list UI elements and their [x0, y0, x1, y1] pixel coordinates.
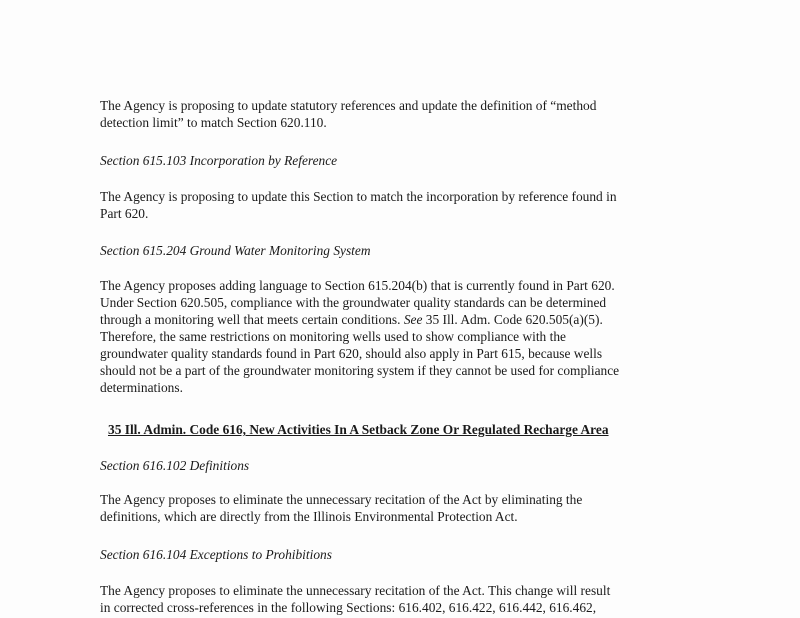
text-run: through a monitoring well that meets certain conditions.: [100, 312, 404, 327]
text-line: determinations.: [100, 380, 183, 395]
text-line: The Agency proposes adding language to Section 615.204(b) that is currently found in Part 620.: [100, 278, 615, 293]
part-616-title: 35 Ill. Admin. Code 616, New Activities In A Setback Zone Or Regulated Recharge Area: [108, 422, 609, 437]
section-heading-615-103: Section 615.103 Incorporation by Reference: [100, 153, 338, 168]
text-line: should not be a part of the groundwater monitoring system if they cannot be used for compliance: [100, 363, 620, 378]
text-line: [100, 311, 705, 328]
section-heading-615-204: Section 615.204 Ground Water Monitoring System: [100, 243, 371, 258]
paragraph-definitions: [100, 491, 705, 525]
text-line: detection limit” to match Section 620.110.: [100, 115, 327, 130]
text-line: The Agency is proposing to update this Section to match the incorporation by reference found in: [100, 189, 617, 204]
text-line: The Agency is proposing to update statutory references and update the definition of “method: [100, 98, 597, 113]
text-line: groundwater quality standards found in Part 620, should also apply in Part 615, because wells: [100, 346, 603, 361]
section-heading-616-102: Section 616.102 Definitions: [100, 458, 250, 473]
paragraph-exceptions: [100, 582, 705, 616]
text-line: Therefore, the same restrictions on monitoring wells used to show compliance with the: [100, 329, 566, 344]
text-line: Under Section 620.505, compliance with the groundwater quality standards can be determined: [100, 295, 607, 310]
text-line: Part 620.: [100, 206, 149, 221]
paragraph-ground-water-monitoring: [100, 277, 705, 396]
citation-signal: See: [403, 312, 423, 327]
text-line: in corrected cross-references in the following Sections: 616.402, 616.422, 616.442, 616.462,: [100, 600, 597, 615]
paragraph-method-detection-limit: [100, 97, 705, 131]
text-line: The Agency proposes to eliminate the unnecessary recitation of the Act by eliminating the: [100, 492, 583, 507]
text-line: definitions, which are directly from the Illinois Environmental Protection Act.: [100, 509, 518, 524]
text-run: 35 Ill. Adm. Code 620.505(a)(5).: [422, 312, 603, 327]
section-heading-616-104: Section 616.104 Exceptions to Prohibitions: [100, 547, 332, 562]
paragraph-incorporation-by-reference: [100, 188, 705, 222]
text-line: The Agency proposes to eliminate the unnecessary recitation of the Act. This change will result: [100, 583, 611, 598]
